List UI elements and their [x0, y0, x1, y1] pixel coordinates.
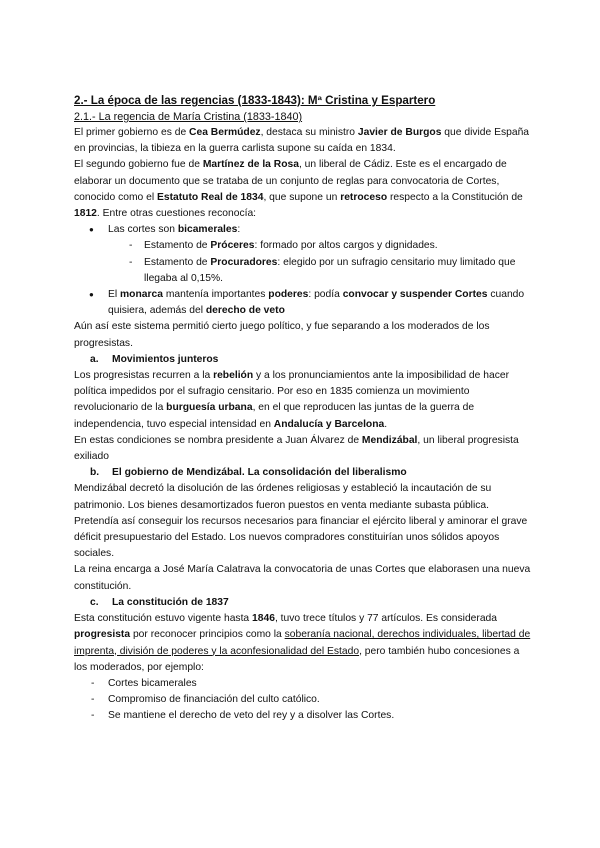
list-marker: c.: [90, 596, 99, 608]
document-body: [74, 93, 534, 725]
bold-term: poderes: [268, 289, 309, 301]
dash-marker: -: [91, 710, 95, 722]
bold-term: Próceres: [210, 240, 255, 252]
text: : elegido por un sufragio censitario muy limitado que llegaba al 0,15%.: [144, 256, 516, 284]
text: En estas condiciones se nombra presidente a Juan Álvarez de: [74, 434, 362, 446]
text: , un liberal de Cádiz. Este es el encargado de elaborar un documento que se trataba de un conjunto de reglas para convocatoria de Cortes, conocido como el: [74, 159, 507, 203]
text: mantenía importantes: [162, 289, 269, 301]
list-text: Se mantiene el derecho de veto del rey y a disolver las Cortes.: [108, 710, 395, 722]
subheading-mendizabal: [74, 465, 534, 481]
bold-term: Estatuto Real de 1834: [157, 191, 264, 203]
dash-item: [74, 692, 534, 708]
text: respecto a la Constitución de: [387, 191, 523, 203]
paragraph-calatrava: La reina encarga a José María Calatrava la convocatoria de unas Cortes que elaborasen una nueva constitución.: [74, 564, 531, 592]
underlined-text: soberanía nacional, derechos individuales, libertad de imprenta, división de poderes y la aconfesionalidad del Estado: [74, 629, 531, 657]
text: : podía: [308, 289, 343, 301]
text: :: [237, 224, 241, 236]
paragraph-progresistas: [74, 368, 534, 433]
text: Los progresistas recurren a la: [74, 370, 214, 382]
list-marker: b.: [90, 467, 100, 479]
bullet-item: [74, 287, 534, 319]
bold-term: convocar y suspender Cortes: [342, 289, 488, 301]
subheading-title: La constitución de 1837: [112, 596, 229, 608]
bullet-icon: ●: [89, 225, 94, 235]
subheading-constitucion: [74, 595, 534, 611]
bold-term: retroceso: [340, 191, 388, 203]
text: , tuvo trece títulos y 77 artículos. Es considerada: [274, 613, 498, 625]
subsection-title: 2.1.- La regencia de María Cristina (1833-1840): [74, 111, 303, 123]
subheading-movimientos: [74, 352, 534, 368]
text: que divide España en provincias, la tibieza en la guerra carlista supone su caída en 1834.: [74, 127, 530, 155]
text: , que supone un: [263, 191, 341, 203]
list-text: Cortes bicamerales: [108, 677, 197, 689]
dash-marker: -: [129, 256, 133, 268]
text: El segundo gobierno fue de: [74, 159, 203, 171]
bold-term: Martínez de la Rosa: [202, 159, 299, 171]
text: El: [108, 289, 121, 301]
text: , destaca su ministro: [260, 127, 358, 138]
text: Las cortes son: [108, 224, 178, 236]
bold-term: Mendizábal: [361, 434, 418, 446]
text: Esta constitución estuvo vigente hasta: [74, 613, 253, 625]
text: : formado por altos cargos y dignidades.: [254, 240, 438, 252]
text: y a los pronunciamientos ante la imposibilidad de hacer política impedidos por el sufragio censitario. Por eso en 1835 comienza un movimiento revolucionario de la: [74, 370, 509, 414]
bold-term: Procuradores: [210, 256, 278, 268]
paragraph-moderates: Aún así este sistema permitió cierto juego político, y fue separando a los moderados de los progresistas.: [74, 321, 490, 349]
paragraph-first-government: [74, 125, 534, 157]
bold-term: bicamerales: [177, 224, 238, 236]
dash-marker: -: [91, 694, 95, 706]
bold-term: rebelión: [213, 370, 254, 382]
dash-item: [74, 708, 534, 724]
bold-term: progresista: [74, 629, 131, 641]
bold-term: Javier de Burgos: [357, 127, 442, 138]
text: cuando quisiera, además del: [108, 289, 525, 317]
text: Estamento de: [144, 256, 211, 268]
bold-term: Andalucía y Barcelona: [273, 418, 385, 430]
paragraph-constitucion: [74, 611, 534, 676]
subheading-title: El gobierno de Mendizábal. La consolidación del liberalismo: [112, 467, 407, 479]
dash-item: [74, 676, 534, 692]
list-text: Compromiso de financiación del culto católico.: [108, 694, 320, 706]
text: , pero también hubo concesiones a los moderados, por ejemplo:: [74, 645, 520, 673]
bold-term: derecho de veto: [205, 305, 285, 317]
section-title: 2.- La época de las regencias (1833-1843): Mª Cristina y Espartero: [74, 94, 436, 107]
text: por reconocer principios como la: [130, 629, 285, 641]
paragraph-mendizabal-named: [74, 433, 534, 465]
dash-marker: -: [91, 677, 95, 689]
bold-term: monarca: [120, 289, 163, 301]
bold-term: 1812: [74, 208, 97, 220]
bold-term: burguesía urbana: [166, 402, 253, 414]
dash-item: [74, 255, 534, 287]
bold-term: 1846: [252, 613, 275, 625]
paragraph-second-government: [74, 157, 534, 222]
subheading-title: Movimientos junteros: [112, 353, 219, 365]
bullet-icon: ●: [89, 290, 94, 300]
text: . Entre otras cuestiones reconocía:: [96, 208, 257, 220]
bold-term: Cea Bermúdez: [189, 127, 261, 138]
list-marker: a.: [90, 353, 99, 365]
text: .: [384, 418, 388, 430]
text: El primer gobierno es de: [74, 127, 190, 138]
paragraph-desamortizacion: Mendizábal decretó la disolución de las órdenes religiosas y estableció la incautación de su patrimonio. Los bienes desamortizados fueron puestos en venta mediante subasta pública. Pretendía así conseguir los recursos necesarios para financiar el ejército liberal y aminorar el grave déficit presupuestario del Estado. Los nuevos compradores constituirían unos sólidos apoyos sociales.: [74, 483, 528, 560]
dash-marker: -: [129, 240, 133, 252]
text: Estamento de: [144, 240, 211, 252]
text: , en el que reproducen las juntas de la guerra de independencia, tuvo especial intensidad en: [74, 402, 475, 430]
bullet-item: [74, 222, 534, 238]
dash-item: [74, 238, 534, 254]
text: , un liberal progresista exiliado: [74, 434, 519, 463]
